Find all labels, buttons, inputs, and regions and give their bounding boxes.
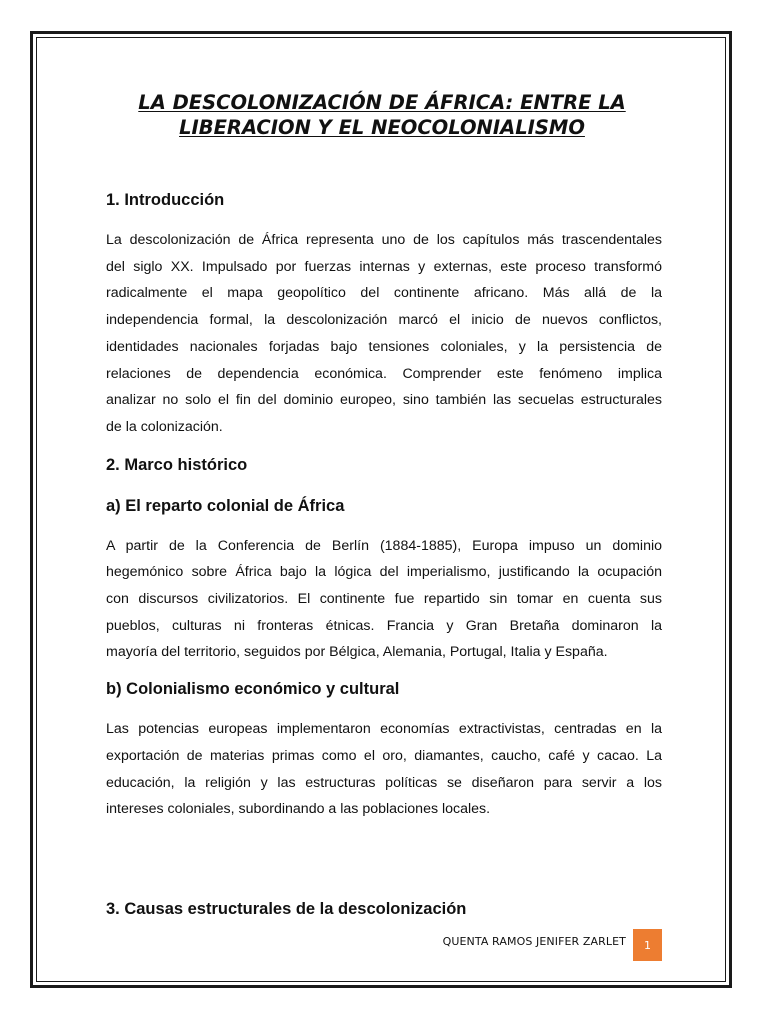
section-heading-causas: 3. Causas estructurales de la descolonización — [106, 899, 467, 918]
paragraph-line: independencia formal, la descolonización marcó el inicio de nuevos conflictos, — [106, 312, 662, 329]
paragraph-line: del siglo XX. Impulsado por fuerzas internas y externas, este proceso transformó — [106, 258, 662, 275]
paragraph-line: exportación de materias primas como el oro, diamantes, caucho, café y cacao. La — [106, 747, 662, 764]
footer-author: QUENTA RAMOS JENIFER ZARLET — [442, 935, 626, 948]
title-line-2: LIBERACION Y EL NEOCOLONIALISMO — [179, 116, 585, 139]
paragraph-reparto — [106, 533, 662, 667]
paragraph-line: relaciones de dependencia económica. Comprender este fenómeno implica — [106, 365, 662, 382]
paragraph-colonialismo — [106, 716, 662, 823]
paragraph-line: pueblos, culturas ni fronteras étnicas. Francia y Gran Bretaña dominaron la — [106, 617, 662, 634]
paragraph-line: educación, la religión y las estructuras políticas se diseñaron para servir a los — [106, 774, 662, 791]
paragraph-line: radicalmente el mapa geopolítico del continente africano. Más allá de la — [106, 285, 662, 302]
paragraph-introduccion — [106, 227, 662, 441]
paragraph-line: identidades nacionales forjadas bajo tensiones coloniales, y la persistencia de — [106, 338, 662, 355]
paragraph-line: mayoría del territorio, seguidos por Bélgica, Alemania, Portugal, Italia y España. — [106, 644, 608, 661]
title-line-1: LA DESCOLONIZACIÓN DE ÁFRICA: ENTRE LA — [138, 91, 626, 114]
paragraph-line: A partir de la Conferencia de Berlín (1884-1885), Europa impuso un dominio — [106, 537, 662, 554]
document-title — [106, 90, 658, 140]
page-number-badge: 1 — [633, 929, 662, 961]
paragraph-line: Las potencias europeas implementaron economías extractivistas, centradas en la — [106, 721, 662, 738]
section-heading-introduccion: 1. Introducción — [106, 191, 225, 209]
subsection-heading-colonialismo: b) Colonialismo económico y cultural — [106, 680, 400, 699]
subsection-heading-reparto: a) El reparto colonial de África — [106, 496, 345, 515]
section-heading-marco-historico: 2. Marco histórico — [106, 455, 248, 474]
paragraph-line: intereses coloniales, subordinando a las poblaciones locales. — [106, 801, 491, 818]
paragraph-line: de la colonización. — [106, 418, 223, 435]
paragraph-line: con discursos civilizatorios. El continente fue repartido sin tomar en cuenta sus — [106, 591, 662, 608]
paragraph-line: La descolonización de África representa uno de los capítulos más trascendentales — [106, 232, 662, 248]
document-body — [106, 189, 662, 920]
paragraph-line: analizar no solo el fin del dominio europeo, sino también las secuelas estructurales — [106, 392, 662, 409]
paragraph-line: hegemónico sobre África bajo la lógica del imperialismo, justificando la ocupación — [106, 564, 662, 581]
